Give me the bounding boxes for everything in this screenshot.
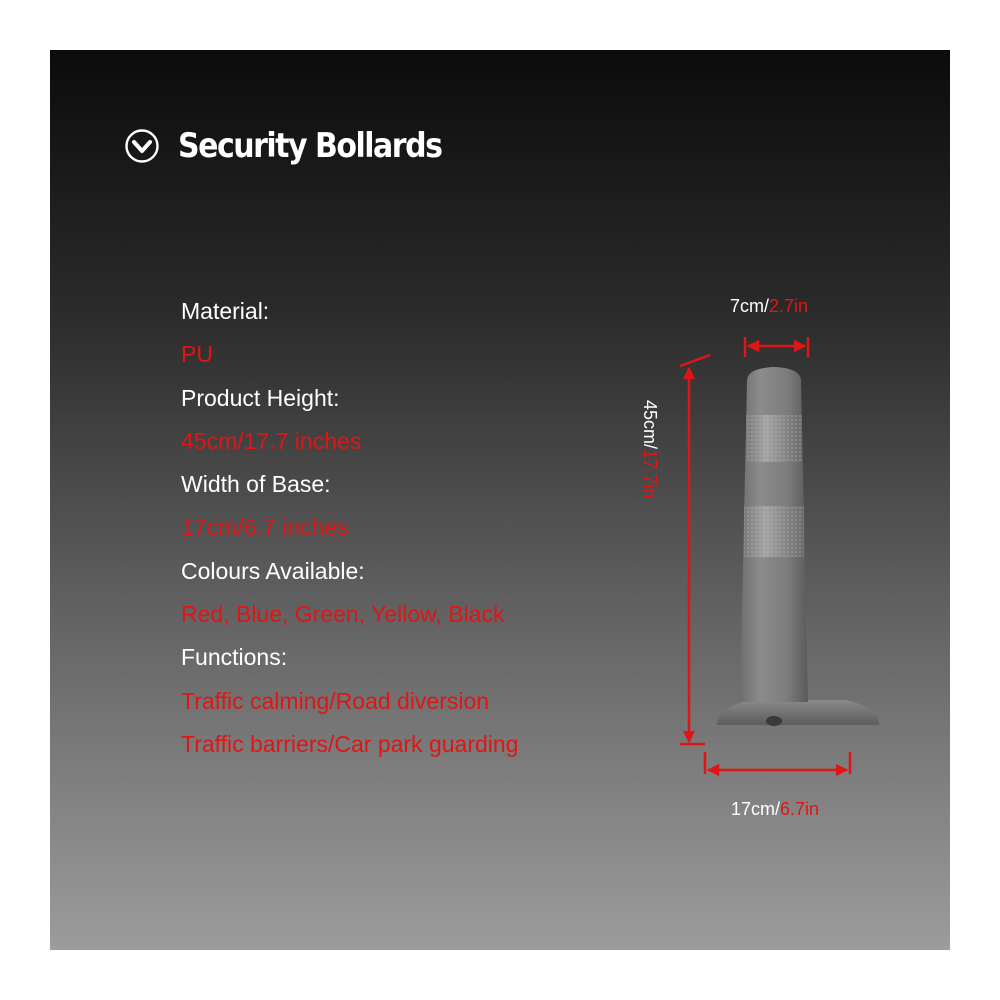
spec-label-functions: Functions: [181, 644, 288, 671]
base-bolt-hole [766, 716, 782, 726]
spec-label-colours: Colours Available: [181, 557, 365, 584]
spec-value-function-2: Traffic barriers/Car park guarding [181, 730, 519, 757]
bollard-base [717, 700, 879, 725]
spec-value-base-width: 17cm/6.7 inches [181, 514, 349, 541]
dimension-top-width [730, 296, 808, 357]
spec-label-height: Product Height: [181, 384, 340, 411]
bollard-drawing [50, 50, 950, 950]
spec-label-material: Material: [181, 298, 270, 324]
spec-value-colours: Red, Blue, Green, Yellow, Black [181, 601, 505, 628]
dimension-base-width [705, 752, 850, 819]
base-width-label: 17cm/6.7in [731, 799, 820, 819]
spec-value-function-1: Traffic calming/Road diversion [181, 687, 490, 714]
bollard-post [717, 367, 879, 726]
spec-value-height: 45cm/17.7 inches [181, 427, 362, 454]
top-width-label: 7cm/2.7in [730, 296, 809, 316]
dimension-height [640, 355, 710, 744]
reflective-band-lower-texture [744, 506, 804, 557]
spec-value-material: PU [181, 341, 213, 368]
product-panel [50, 50, 950, 950]
height-label: 45cm/17.7in [640, 400, 660, 499]
spec-label-base-width: Width of Base: [181, 471, 331, 498]
page-title: Security Bollards [178, 126, 442, 166]
reflective-band-upper-texture [746, 415, 802, 462]
